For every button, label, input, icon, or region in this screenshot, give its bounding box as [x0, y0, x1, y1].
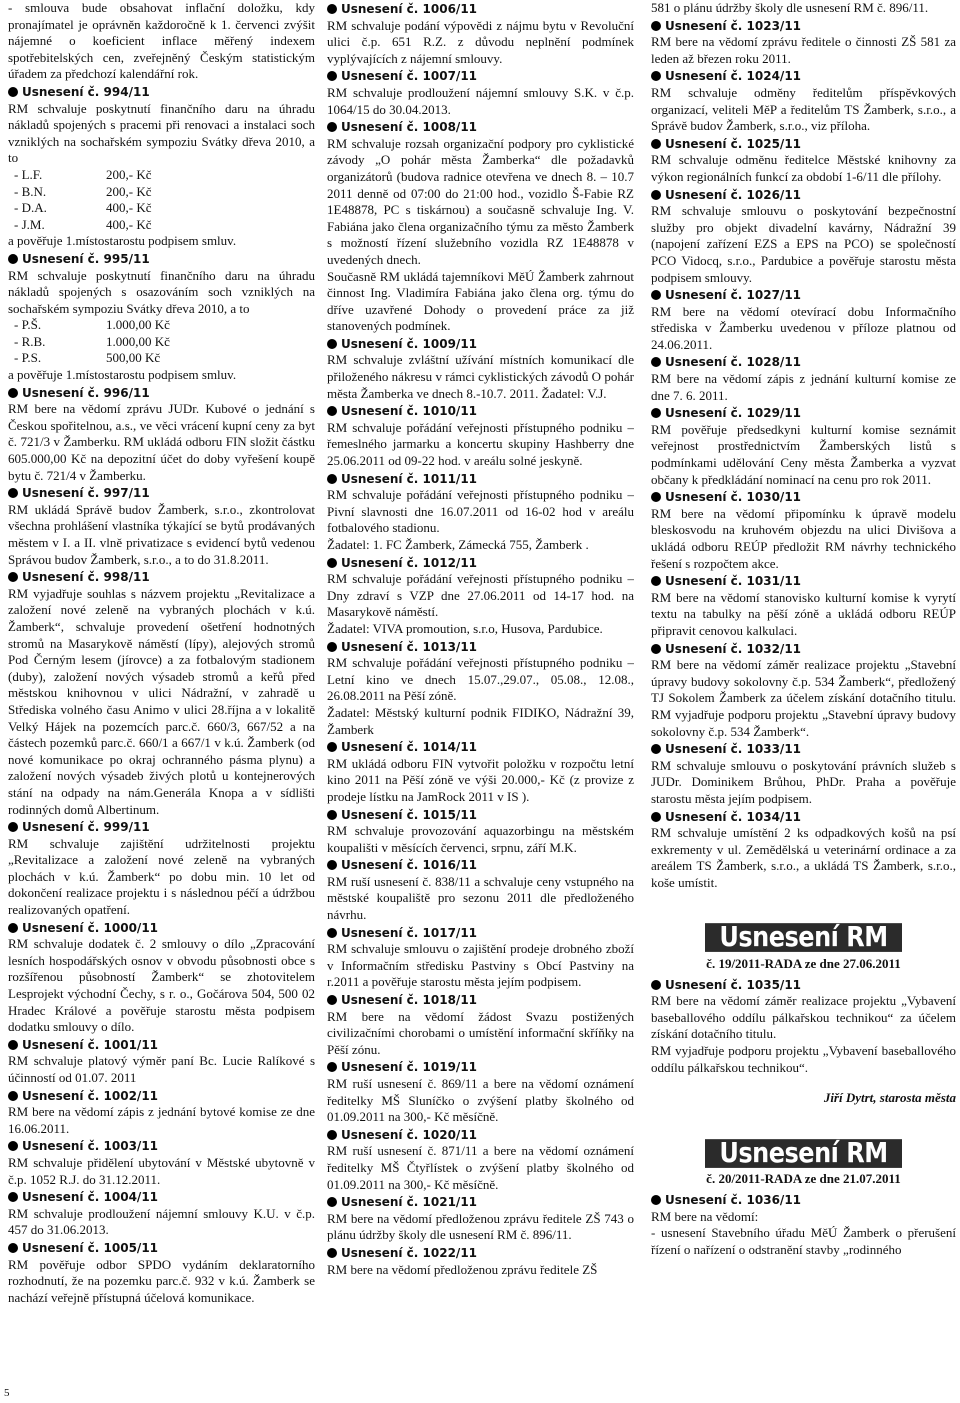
resolution-heading-text: Usnesení č. 1023/11	[665, 18, 802, 33]
resolution-text: RM ukládá odboru FIN vytvořit položku v rozpočtu letní kino 2011 na Pěší zóně ve výši 20.000,- Kč (z provize z prodeje lístku na JamRock 2011 v IS ).	[327, 755, 634, 804]
resolution-heading	[651, 1192, 956, 1209]
resolution-text: RM vyjadřuje souhlas s názvem projektu „Revitalizace a založení nové zeleně na vybraných plochách v k.ú. Žamberk“, schvaluje provedení ošetření hodnotných stromů na Masarykově náměstí (lípy), alejových stromů Pod Černým lesem (jírovce) a za fotbalovým stadionem (duby), založení nových výsadeb stromů a keřů před městskou knihovnou v ulici Nádražní, v zahradě u Střediska volného času Animo v ulici 28.října a v lokalitě Velký Hájek na pozemcích parc.č. 660/3, 667/52 a na částech pozemků parc.č. 660/1 a 667/1 v k.ú. Žamberk (od nové komunikace po okraj ochranného pásma plynu) a založení nových výsadeb živých plotů u kontejnerových stání na odpady na nám.Generála Knopa a v sídlišti rodinných domů Albertinum.	[8, 585, 315, 817]
resolution-text: RM schvaluje přidělení ubytování v Městské ubytovně v č.p. 1052 R.J. do 31.12.2011.	[8, 1154, 315, 1187]
resolution-heading	[327, 119, 634, 136]
section-banner-title: Usnesení RM	[705, 1139, 901, 1167]
resolution-text: RM schvaluje pořádání veřejnosti přístupného podniku – Letní kino ve dnech 15.07.,29.07., 05.08., 12.08., 26.08.2011 na Pěší zóně.	[327, 655, 634, 704]
resolution-heading	[651, 354, 956, 371]
resolution-heading-text: Usnesení č. 1013/11	[341, 639, 478, 654]
resolution-text: RM schvaluje rozsah organizační podpory pro cyklistické závody „O pohár města Žamberka“ dle požadavků organizátorů (budova radnice otevřena ve dnech 8. – 10.7 2011 denně od 07:00 do 21:00 hod., vozidlo Š-Fabie RZ 1E48878, PC s tiskárnou) a současně schvaluje Ing. V. Fabiána jako člena organizačního týmu za město Žamberk s možností řízení služebního vozidla RZ 1E48878 v uvedených dnech.	[327, 135, 634, 267]
bullet-icon	[8, 1091, 18, 1101]
resolution-heading	[651, 489, 956, 506]
resolution-heading-text: Usnesení č. 1034/11	[665, 809, 802, 824]
resolution-heading	[651, 977, 956, 994]
section-banner	[651, 921, 956, 954]
bullet-icon	[651, 812, 661, 822]
bullet-icon	[651, 357, 661, 367]
bullet-icon	[651, 71, 661, 81]
resolution-text: RM ruší usnesení č. 871/11 a bere na vědomí oznámení ředitelky MŠ Čtyřlístek o zvýšení platby školného od 01.09.2011 na 300,- Kč měsíčně.	[327, 1143, 634, 1192]
resolution-heading	[327, 336, 634, 353]
resolution-text: RM schvaluje podání výpovědi z nájmu bytu v Revoluční ulici č.p. 651 R.Z. z důvodu neplnění podmínek vyplývajících z nájemní smlouvy.	[327, 17, 634, 66]
bullet-icon	[327, 406, 337, 416]
bullet-icon	[651, 290, 661, 300]
resolution-heading-text: Usnesení č. 1026/11	[665, 187, 802, 202]
resolution-heading-text: Usnesení č. 1004/11	[22, 1190, 159, 1205]
resolution-text: RM bere na vědomí zápis z jednání bytové komise ze dne 16.06.2011.	[8, 1104, 315, 1136]
resolution-text: - smlouva bude obsahovat inflační doložku, kdy pronajímatel je oprávněn každoročně k 1. červenci zvýšit nájemné o koeficient inflace měřený indexem spotřebitelských cen, zveřejněný Českým statistickým úřadem za předchozí kalendářní rok.	[8, 0, 315, 82]
resolution-heading	[651, 809, 956, 826]
bullet-icon	[327, 558, 337, 568]
bullet-icon	[8, 1040, 18, 1050]
resolution-heading-text: Usnesení č. 1027/11	[665, 288, 802, 303]
resolution-text: RM ukládá Správě budov Žamberk, s.r.o., zkontrolovat všechna prohlášení vlastníka týkající se bytů prodávaných městem v I. a II. vlně privatizace s evidencí bytů vedenou Správou budov Žamberk, s.r.o., a to do 31.8.2011.	[8, 501, 315, 567]
resolution-heading	[8, 251, 315, 268]
resolution-text: RM schvaluje zvláštní užívání místních komunikací dle přiloženého nákresu v rámci cyklistických závodů O pohár města Žamberka ve dnech 8.-10.7. 2011. Žadatel: V.J.	[327, 352, 634, 401]
resolution-heading	[651, 287, 956, 304]
resolution-heading	[8, 1088, 315, 1105]
resolution-text: RM schvaluje smlouvu o poskytování právních služeb s JUDr. Dominikem Brůhou, PhDr. Praha a pověřuje starostu města jejím podpisem.	[651, 757, 956, 806]
resolution-text: RM schvaluje prodloužení nájemní smlouvy K.U. v č.p. 457 do 31.06.2013.	[8, 1205, 315, 1238]
signature: Jiří Dytrt, starosta města	[823, 1090, 956, 1106]
bullet-icon	[8, 1243, 18, 1253]
resolution-heading	[651, 18, 956, 35]
bullet-icon	[651, 492, 661, 502]
resolution-text: RM ruší usnesení č. 869/11 a bere na vědomí oznámení ředitelky MŠ Sluníčko o zvýšení platby školného od 01.09.2011 na 300,- Kč měsíčně.	[327, 1076, 634, 1125]
resolution-heading-text: Usnesení č. 1028/11	[665, 355, 802, 370]
resolution-heading-text: Usnesení č. 1002/11	[22, 1088, 159, 1103]
resolution-text: RM bere na vědomí připomínku k úpravě modelu bleskosvodu na kruhovém objezdu na ulici Divišova a ukládá odboru REÚP předložit RM návrhy technického řešení s rozpočtem akce.	[651, 505, 956, 571]
resolution-heading	[8, 1037, 315, 1054]
resolution-heading	[327, 807, 634, 824]
resolution-heading-text: Usnesení č. 1003/11	[22, 1139, 159, 1154]
resolution-text: RM schvaluje poskytnutí finančního daru na úhradu nákladů spojených s pracemi při renovaci a instalaci soch vzniklých na sochařském sympoziu Svátky dřeva 2010, a to	[8, 100, 315, 166]
session-date-heading: č. 19/2011-RADA ze dne 27.06.2011	[706, 956, 901, 972]
resolution-text: Žadatel: 1. FC Žamberk, Zámecká 755, Žamberk .	[327, 537, 589, 552]
payment-amount: 1.000,00 Kč	[106, 317, 170, 333]
bullet-icon	[8, 254, 18, 264]
resolution-text: RM pověřuje předsedkyni kulturní komise seznámit veřejnost prostřednictvím Žamberských listů s podmínkami udělování Ceny města Žamberka a vyzvat občany k předkládání nominací na cenu pro rok 2011.	[651, 421, 956, 487]
bullet-icon	[8, 488, 18, 498]
resolution-heading-text: Usnesení č. 1017/11	[341, 925, 478, 940]
bullet-icon	[8, 87, 18, 97]
recipient-initials: - B.N.	[14, 183, 47, 199]
bullet-icon	[327, 474, 337, 484]
resolution-heading-text: Usnesení č. 1015/11	[341, 807, 478, 822]
resolution-heading-text: Usnesení č. 997/11	[22, 486, 150, 501]
resolution-heading-text: Usnesení č. 1019/11	[341, 1060, 478, 1075]
payment-row	[8, 184, 315, 201]
resolution-text: Žadatel: Městský kulturní podnik FIDIKO, Nádražní 39, Žamberk	[327, 704, 634, 737]
resolution-heading	[651, 136, 956, 153]
resolution-text: a pověřuje 1.místostarostu podpisem smluv.	[8, 233, 237, 249]
resolution-text: RM schvaluje smlouvu o poskytování bezpečnostní služby pro objekt divadelní kavárny, Nádražní 39 (napojení zařízení EZS a EPS na PCO) se společností PCO Vidocq, s.r.o., Pardubice a pověřuje starostu města podpisem smlouvy.	[651, 203, 956, 285]
resolution-heading-text: Usnesení č. 1009/11	[341, 336, 478, 351]
recipient-initials: - P.Š.	[14, 317, 42, 333]
resolution-heading-text: Usnesení č. 1016/11	[341, 858, 478, 873]
resolution-heading	[651, 641, 956, 658]
bullet-icon	[651, 644, 661, 654]
resolution-heading	[327, 992, 634, 1009]
resolution-heading-text: Usnesení č. 1021/11	[341, 1195, 478, 1210]
resolution-text: 581 o plánu údržby školy dle usnesení RM č. 896/11.	[651, 0, 929, 15]
resolution-text: RM schvaluje prodloužení nájemní smlouvy S.K. v č.p. 1064/15 do 30.04.2013.	[327, 84, 634, 117]
bullet-icon	[651, 980, 661, 990]
resolution-heading-text: Usnesení č. 998/11	[22, 570, 150, 585]
bullet-icon	[327, 339, 337, 349]
resolution-heading-text: Usnesení č. 1036/11	[665, 1193, 802, 1207]
recipient-initials: - L.F.	[14, 166, 43, 182]
payment-row	[8, 350, 315, 367]
resolution-text: RM schvaluje provozování aquazorbingu na městském koupališti v měsících červenci, srpnu, září M.K.	[327, 823, 634, 855]
resolution-heading	[327, 1127, 634, 1144]
payment-amount: 1.000,00 Kč	[106, 333, 170, 349]
bullet-icon	[327, 995, 337, 1005]
resolution-text: RM schvaluje pořádání veřejnosti přístupného podniku – řemeslného jarmarku a koncertu skupiny Hashberry dne 25.06.2011 od 09-22 hod. v areálu solné jeskyně.	[327, 419, 634, 469]
resolution-text: RM schvaluje pořádání veřejnosti přístupného podniku – Dny zdraví s VZP dne 27.06.2011 od 14-17 hod. na Masarykově náměstí.	[327, 571, 634, 620]
section-banner	[651, 1136, 956, 1169]
resolution-heading	[651, 187, 956, 204]
resolution-text: RM schvaluje platový výměr paní Bc. Lucie Ralíkové s účinností od 01.07. 2011	[8, 1053, 315, 1085]
resolution-heading-text: Usnesení č. 994/11	[22, 84, 150, 99]
bullet-icon	[327, 4, 337, 14]
resolution-text: RM schvaluje odměny ředitelům příspěvkových organizací, veliteli MěP a ředitelům TS Žamberk, s.r.o., a Správě budov Žamberk, s.r.o., viz příloha.	[651, 84, 956, 134]
resolution-heading	[327, 739, 634, 756]
resolution-text: RM schvaluje umístění 2 ks odpadkových košů na psí exkrementy v ul. Zemědělská u veterinární ordinace a za areálem TS Žamberk, s.r.o., a ukládá TS Žamberk, s.r.o., koše umístit.	[651, 825, 956, 890]
resolution-heading-text: Usnesení č. 1014/11	[341, 740, 478, 755]
bullet-icon	[327, 642, 337, 652]
bullet-icon	[327, 810, 337, 820]
payment-amount: 200,- Kč	[106, 183, 152, 199]
resolution-text: RM ruší usnesení č. 838/11 a schvaluje ceny vstupného na městské koupaliště pro sezonu 2011 dle předloženého návrhu.	[327, 873, 634, 923]
resolution-heading-text: Usnesení č. 1032/11	[665, 641, 802, 656]
resolution-text: RM bere na vědomí:	[651, 1208, 759, 1224]
resolution-text: RM bere na vědomí zápis z jednání kulturní komise ze dne 7. 6. 2011.	[651, 371, 956, 403]
recipient-initials: - R.B.	[14, 333, 46, 349]
bullet-icon	[8, 572, 18, 582]
resolution-heading	[8, 819, 315, 836]
resolution-heading-text: Usnesení č. 1022/11	[341, 1245, 478, 1260]
payment-row	[8, 200, 315, 217]
resolution-text: RM schvaluje dodatek č. 2 smlouvy o dílo „Zpracování lesních hospodářských osnov v obvodu působnosti obce s rozšířenou působností Žamberk“ se zhotovitelem Lesprojekt východní Čechy, s r. o., Gočárova 504, 500 02 Hradec Králové a pověřuje starostu města podpisem dodatku smlouvy o dílo.	[8, 936, 315, 1035]
page-number: 5	[4, 1387, 10, 1399]
resolution-heading-text: Usnesení č. 999/11	[22, 820, 150, 835]
resolution-text: RM bere na vědomí otevírací dobu Informačního střediska v Žamberku uvedenou v příloze platnou od 24.06.2011.	[651, 303, 956, 352]
bullet-icon	[327, 122, 337, 132]
payment-row	[8, 217, 315, 234]
resolution-heading	[327, 925, 634, 942]
bullet-icon	[651, 408, 661, 418]
resolution-heading-text: Usnesení č. 1031/11	[665, 574, 802, 589]
bullet-icon	[8, 822, 18, 832]
resolution-heading	[327, 639, 634, 656]
bullet-icon	[651, 576, 661, 586]
resolution-text: RM bere na vědomí zprávu ředitele o činnosti ZŠ 581 za leden až březen roku 2011.	[651, 34, 956, 66]
resolution-heading-text: Usnesení č. 1000/11	[22, 920, 159, 935]
bullet-icon	[327, 742, 337, 752]
resolution-heading-text: Usnesení č. 1024/11	[665, 69, 802, 84]
resolution-heading-text: Usnesení č. 1001/11	[22, 1037, 159, 1052]
resolution-heading	[8, 1240, 315, 1257]
resolution-heading	[8, 485, 315, 502]
bullet-icon	[651, 190, 661, 200]
payment-row	[8, 334, 315, 351]
resolution-heading-text: Usnesení č. 1025/11	[665, 136, 802, 151]
column-1	[8, 0, 315, 1373]
resolution-text: RM schvaluje zajištění udržitelnosti projektu „Revitalizace a založení nové zeleně na vybraných plochách v k.ú. Žamberk“ po dobu min. 10 let od dokončení realizace projektu i s následnou péčí a údržbou realizovaných opatření.	[8, 835, 315, 918]
resolution-heading	[327, 857, 634, 874]
recipient-initials: - P.S.	[14, 350, 42, 366]
resolution-heading-text: Usnesení č. 1005/11	[22, 1240, 159, 1255]
resolution-heading-text: Usnesení č. 1012/11	[341, 555, 478, 570]
resolution-text: RM bere na vědomí předloženou zprávu ředitele ZŠ	[327, 1261, 598, 1277]
bullet-icon	[327, 1197, 337, 1207]
resolution-heading-text: Usnesení č. 1018/11	[341, 993, 478, 1008]
column-2	[327, 0, 634, 1373]
resolution-heading	[651, 741, 956, 758]
resolution-text: RM schvaluje odměnu ředitelce Městské knihovny za výkon regionálních funkcí za období 1-6/11 dle přílohy.	[651, 152, 956, 184]
resolution-heading	[327, 1, 634, 18]
resolution-heading-text: Usnesení č. 1007/11	[341, 69, 478, 84]
resolution-text: Žadatel: VIVA promoution, s.r.o, Husova, Pardubice.	[327, 620, 603, 636]
bullet-icon	[8, 1141, 18, 1151]
section-banner-title: Usnesení RM	[705, 924, 901, 952]
resolution-heading	[327, 555, 634, 572]
bullet-icon	[8, 1192, 18, 1202]
bullet-icon	[327, 860, 337, 870]
resolution-text: Současně RM ukládá tajemníkovi MěÚ Žamberk zahrnout činnost Ing. Vladimíra Fabiána jako člena org. týmu do dříve uzavřené Dohody o provedení práce za již stanovených podmínek.	[327, 268, 634, 334]
bullet-icon	[327, 1130, 337, 1140]
bullet-icon	[327, 71, 337, 81]
payment-row	[8, 167, 315, 184]
resolution-text: RM bere na vědomí zprávu JUDr. Kubové o jednání s Českou spořitelnou, a.s., ve věci vrácení kupní ceny za byt č. 721/3 v Žamberku. RM ukládá odboru FIN složit částku 605.000,00 Kč na depozitní účet do doby vyřešení koupě bytu č. 721/4 v Žamberku.	[8, 401, 315, 483]
resolution-heading-text: Usnesení č. 1020/11	[341, 1127, 478, 1142]
bullet-icon	[651, 139, 661, 149]
payment-amount: 400,- Kč	[106, 216, 152, 232]
resolution-text: - usnesení Stavebního úřadu MěÚ Žamberk o přerušení řízení o nařízení o odstranění stavby „rodinného	[651, 1225, 956, 1257]
payment-row	[8, 317, 315, 334]
recipient-initials: - J.M.	[14, 216, 45, 232]
resolution-heading	[327, 1059, 634, 1076]
resolution-heading-text: Usnesení č. 1011/11	[341, 471, 478, 486]
resolution-text: RM bere na vědomí žádost Svazu postižených civilizačními chorobami o umístění informační skříňky na Pěší zónu.	[327, 1008, 634, 1057]
bullet-icon	[327, 1248, 337, 1258]
resolution-heading	[327, 1194, 634, 1211]
resolution-heading-text: Usnesení č. 1030/11	[665, 490, 802, 505]
payment-amount: 400,- Kč	[106, 200, 152, 216]
resolution-heading	[8, 1189, 315, 1206]
resolution-text: RM schvaluje poskytnutí finančního daru na úhradu nákladů spojených s osazováním soch vzniklých na sochařském sympoziu Svátky dřeva 2010, a to	[8, 267, 315, 316]
resolution-heading	[327, 471, 634, 488]
payment-amount: 500,00 Kč	[106, 350, 161, 366]
bullet-icon	[651, 744, 661, 754]
bullet-icon	[8, 388, 18, 398]
resolution-heading	[651, 68, 956, 85]
resolution-heading	[8, 1138, 315, 1155]
resolution-text: RM schvaluje pořádání veřejnosti přístupného podniku – Pivní slavnosti dne 16.07.2011 od 16-02 hod v areálu fotbalového stadionu.	[327, 487, 634, 536]
recipient-initials: - D.A.	[14, 200, 47, 216]
resolution-text: RM bere na vědomí záměr realizace projektu „Stavební úpravy budovy sokolovny č.p. 534 Žamberk“, předložený TJ Sokolem Žamberk za účelem získání dotačního titulu. RM vyjadřuje podporu projektu „Stavební úpravy budovy sokolovny č.p. 534 Žamberk“.	[651, 657, 956, 739]
resolution-heading	[327, 68, 634, 85]
payment-amount: 200,- Kč	[106, 166, 152, 182]
resolution-heading	[8, 920, 315, 937]
resolution-text: RM bere na vědomí záměr realizace projektu „Vybavení baseballového oddílu pálkařskou technikou“ za účelem získání dotačního titulu.	[651, 993, 956, 1042]
resolution-heading	[8, 569, 315, 586]
resolution-text: RM bere na vědomí stanovisko kulturní komise k vyrytí textu na tabulky na pěší zóně a ukládá odboru REÚP připravit cenovou kalkulaci.	[651, 589, 956, 638]
resolution-heading-text: Usnesení č. 1010/11	[341, 404, 478, 419]
resolution-heading-text: Usnesení č. 1033/11	[665, 742, 802, 757]
column-3	[651, 0, 956, 1373]
bullet-icon	[651, 1195, 661, 1205]
resolution-text: RM schvaluje smlouvu o zajištění prodeje drobného zboží v Informačním středisku Pastviny s Obcí Pastviny na r.2011 a pověřuje starostu města jejím podpisem.	[327, 941, 634, 990]
resolution-heading	[651, 405, 956, 422]
bullet-icon	[651, 21, 661, 31]
bullet-icon	[327, 1062, 337, 1072]
resolution-text: RM pověřuje odbor SPDO vydáním deklaratorního rozhodnutí, že na pozemku parc.č. 932 v k.ú. Žamberk se nachází veřejně přístupná účelová komunikace.	[8, 1256, 315, 1305]
resolution-text: RM bere na vědomí předloženou zprávu ředitele ZŠ 743 o plánu údržby školy dle usnesení RM č. 896/11.	[327, 1210, 634, 1243]
resolution-heading	[327, 1245, 634, 1262]
resolution-heading	[327, 403, 634, 420]
bullet-icon	[327, 928, 337, 938]
resolution-heading-text: Usnesení č. 1008/11	[341, 120, 478, 135]
resolution-heading	[8, 385, 315, 402]
resolution-heading	[8, 84, 315, 101]
resolution-heading-text: Usnesení č. 1006/11	[341, 2, 478, 16]
resolution-heading-text: Usnesení č. 995/11	[22, 251, 150, 266]
resolution-heading	[651, 573, 956, 590]
resolution-text: a pověřuje 1.místostarostu podpisem smluv.	[8, 367, 237, 383]
resolution-heading-text: Usnesení č. 1029/11	[665, 406, 802, 421]
bullet-icon	[8, 923, 18, 933]
session-date-heading: č. 20/2011-RADA ze dne 21.07.2011	[706, 1171, 901, 1187]
resolution-heading-text: Usnesení č. 1035/11	[665, 977, 802, 992]
resolution-text: RM vyjadřuje podporu projektu „Vybavení baseballového oddílu pálkařskou technikou“.	[651, 1043, 956, 1075]
resolution-heading-text: Usnesení č. 996/11	[22, 385, 150, 400]
